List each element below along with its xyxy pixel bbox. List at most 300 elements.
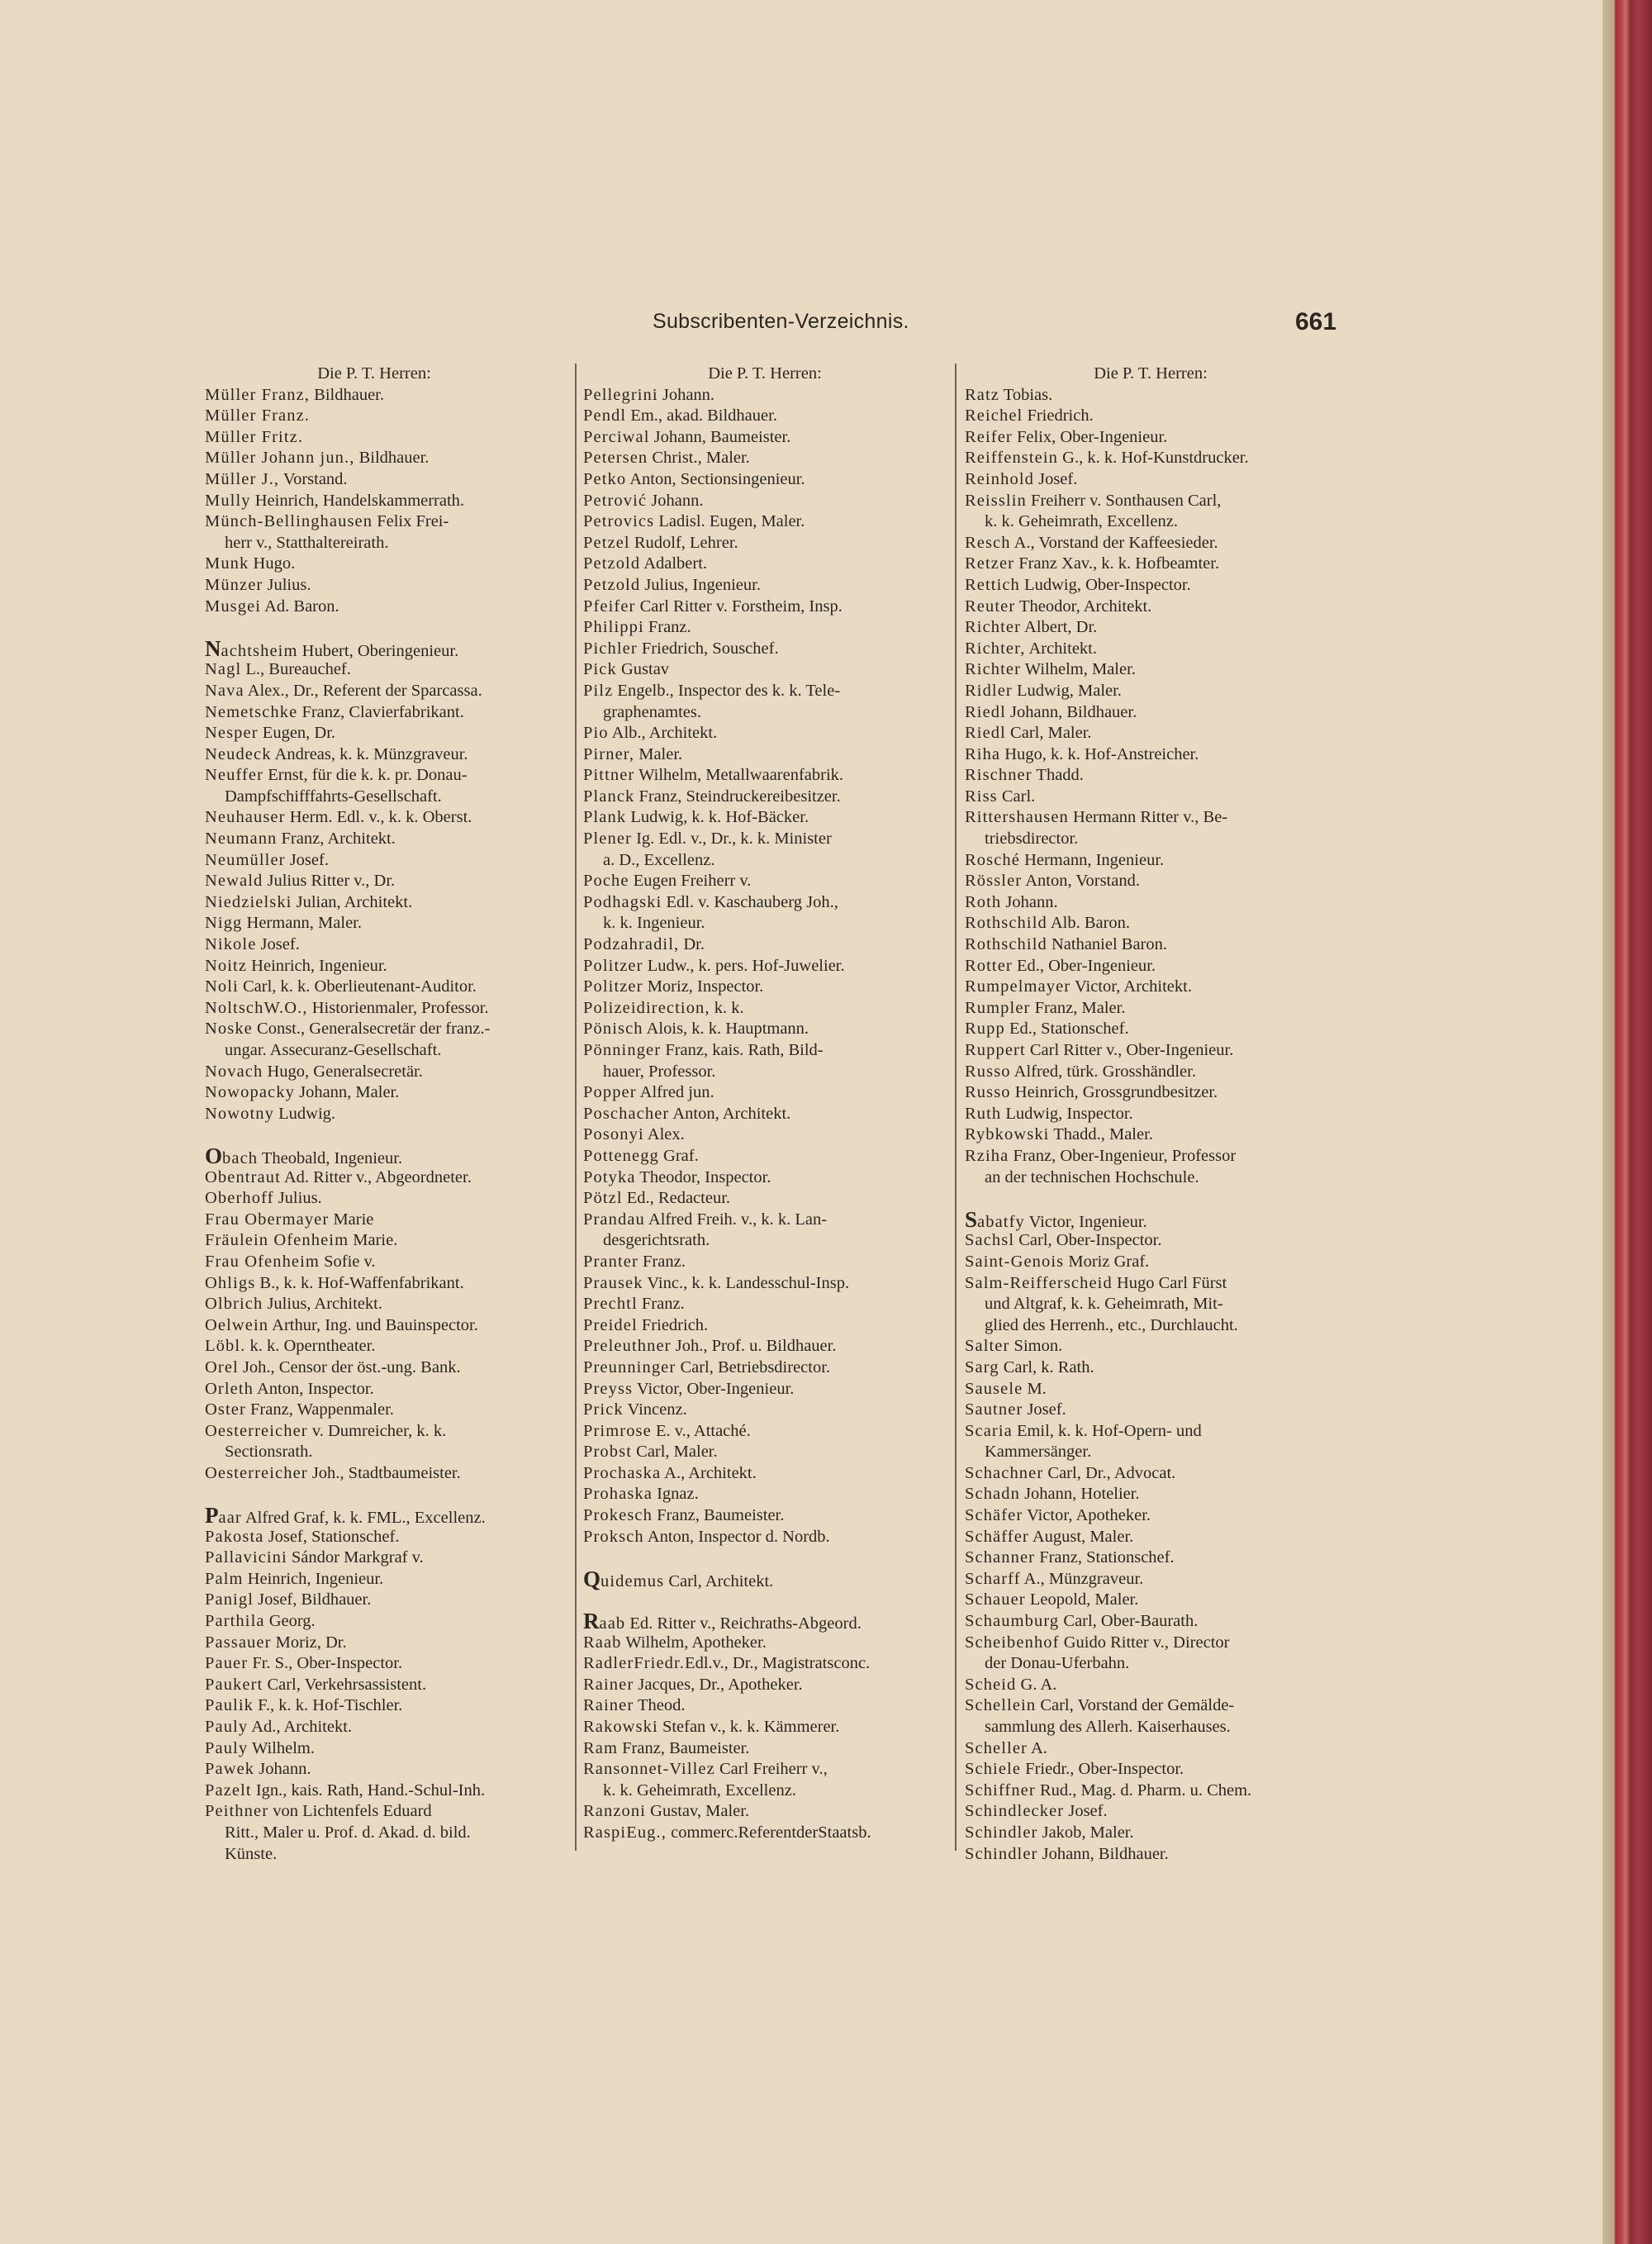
subscriber-details: Alb., Architekt. (608, 724, 718, 743)
subscriber-details: Carl, Maler. (632, 1443, 718, 1462)
subscriber-details: Jacques, Dr., Apotheker. (634, 1675, 803, 1694)
subscriber-details: Ig. Edl. v., Dr., k. k. Minister (631, 830, 832, 849)
subscriber-details: Freiherr v. Sonthausen Carl, (1026, 491, 1222, 510)
subscriber-name: Schindler (965, 1823, 1038, 1842)
section-gap (205, 617, 544, 639)
subscriber-entry (965, 1146, 1336, 1167)
subscriber-name: Fräulein Ofenheim (205, 1231, 349, 1250)
subscriber-name: Obentraut (205, 1167, 281, 1186)
subscriber-details: Marie. (349, 1231, 398, 1250)
subscriber-entry (205, 427, 544, 449)
entry-continuation: ungar. Assecuranz-Gesellschaft. (225, 1041, 442, 1059)
section-initial: Q (583, 1566, 601, 1591)
subscriber-name: Preunninger (583, 1357, 676, 1376)
subscriber-details: G., k. k. Hof-Kunstdrucker. (1058, 449, 1249, 468)
subscriber-name: aab (599, 1614, 626, 1633)
subscriber-name: Richter (965, 660, 1022, 679)
subscriber-entry (965, 1780, 1336, 1802)
subscriber-details: Franz, Baumeister. (618, 1738, 750, 1757)
subscriber-details: Const., Generalsecretär der franz.- (252, 1020, 491, 1039)
subscriber-entry (965, 998, 1336, 1020)
subscriber-name: Schadn (965, 1485, 1020, 1504)
subscriber-name: Resch (965, 533, 1011, 552)
subscriber-details: Simon. (1009, 1337, 1063, 1356)
subscriber-entry (583, 385, 947, 406)
subscriber-details: Moriz, Inspector. (643, 977, 764, 996)
subscriber-entry (205, 659, 544, 681)
subscriber-details: Franz, Wappenmaler. (245, 1400, 394, 1419)
subscriber-details: Alfred jun. (636, 1083, 714, 1102)
entry-continuation: graphenamtes. (603, 702, 701, 721)
subscriber-name: Poschacher (583, 1104, 670, 1123)
subscriber-entry (583, 1040, 947, 1062)
subscriber-details: Friedr., Ober-Inspector. (1021, 1760, 1184, 1779)
subscriber-details: Emil, k. k. Hof-Opern- und (1012, 1421, 1202, 1440)
subscriber-details: Alfred Graf, k. k. FML., Excellenz. (241, 1509, 486, 1528)
subscriber-name: Pirner, (583, 744, 635, 763)
section-gap (965, 1188, 1336, 1210)
subscriber-name: Rybkowski (965, 1125, 1050, 1144)
subscriber-name: Schäffer (965, 1527, 1029, 1546)
subscriber-name: Neudeck (205, 744, 272, 763)
subscriber-details: Carl, k. Rath. (999, 1357, 1094, 1376)
subscriber-entry (583, 1336, 947, 1357)
subscriber-name: Petzold (583, 554, 641, 573)
subscriber-name: Paulik (205, 1696, 254, 1715)
subscriber-name: Petko (583, 469, 627, 488)
subscriber-details: Thadd., Maler. (1049, 1125, 1153, 1144)
subscriber-name: bach (222, 1148, 259, 1167)
subscriber-entry (965, 1206, 1336, 1232)
subscriber-name: Munk (205, 554, 249, 573)
subscriber-entry (205, 1019, 544, 1040)
subscriber-details: A., Münzgraveur. (1020, 1569, 1144, 1588)
subscriber-details: Ed., Redacteur. (622, 1189, 731, 1208)
subscriber-name: Rainer (583, 1696, 634, 1715)
subscriber-details: Rudolf, Lehrer. (629, 533, 738, 552)
subscriber-name: Pönninger (583, 1041, 662, 1059)
subscriber-entry (583, 1505, 947, 1527)
subscriber-entry (965, 787, 1336, 808)
subscriber-entry (205, 597, 544, 618)
subscriber-name: Mully (205, 491, 251, 510)
subscriber-entry (583, 892, 947, 914)
subscriber-entry (583, 1823, 947, 1844)
subscriber-entry (965, 639, 1336, 660)
subscriber-name: Riha (965, 744, 1001, 763)
subscriber-entry (205, 469, 544, 491)
book-edge (1602, 0, 1652, 2244)
subscriber-entry (965, 1675, 1336, 1696)
subscriber-name: Rettich (965, 575, 1020, 594)
subscriber-name: Reinhold (965, 469, 1034, 488)
subscriber-name: Neumann (205, 830, 278, 849)
entry-continuation: a. D., Excellenz. (603, 850, 715, 869)
subscriber-details: Wilhelm. (248, 1738, 315, 1757)
subscriber-name: Pötzl (583, 1189, 623, 1208)
entry-continuation: der Donau-Uferbahn. (985, 1654, 1130, 1673)
subscriber-entry (965, 681, 1336, 702)
subscriber-details: Anton, Vorstand. (1022, 872, 1140, 891)
subscriber-entry (583, 617, 947, 639)
subscriber-details: Johann. (254, 1760, 311, 1779)
subscriber-entry (965, 765, 1336, 787)
column-divider (575, 364, 577, 1851)
subscriber-entry (965, 597, 1336, 618)
subscriber-details: Franz. (638, 1252, 686, 1271)
subscriber-details: Thadd. (1032, 766, 1084, 785)
subscriber-details: Gustav (616, 660, 670, 679)
subscriber-details: Gustav, Maler. (646, 1802, 750, 1821)
subscriber-name: Nikole (205, 935, 257, 954)
subscriber-details: Heinrich, Ingenieur. (247, 956, 387, 975)
subscriber-name: Preyss (583, 1379, 634, 1398)
subscriber-entry (965, 1040, 1336, 1062)
subscriber-entry (583, 1082, 947, 1104)
subscriber-entry (583, 1695, 947, 1717)
subscriber-name: Nagl (205, 660, 242, 679)
subscriber-entry (583, 977, 947, 998)
subscriber-entry (965, 1505, 1336, 1527)
subscriber-details: Bildhauer. (354, 449, 430, 468)
subscriber-entry (965, 1463, 1336, 1485)
subscriber-entry (583, 1104, 947, 1125)
section-gap (583, 1590, 947, 1611)
subscriber-entry (583, 1379, 947, 1400)
subscriber-name: Sausele (965, 1379, 1023, 1398)
subscriber-name: Pranter (583, 1252, 638, 1271)
subscriber-entry (205, 850, 544, 872)
subscriber-entry (965, 1590, 1336, 1611)
subscriber-entry (205, 1167, 544, 1189)
entry-continuation: desgerichtsrath. (603, 1231, 710, 1250)
subscriber-name: Orleth (205, 1379, 254, 1398)
section-initial: O (205, 1143, 223, 1168)
subscriber-name: Retzer (965, 554, 1015, 573)
subscriber-details: Marie (329, 1210, 374, 1229)
subscriber-name: Potyka (583, 1167, 636, 1186)
subscriber-details: Victor, Architekt. (1070, 977, 1192, 996)
subscriber-details: Tobias. (999, 385, 1053, 404)
subscriber-name: Polizeidirection, (583, 998, 710, 1017)
subscriber-entry (583, 597, 947, 618)
subscriber-name: Saint-Genois (965, 1252, 1065, 1271)
subscriber-name: Orel (205, 1357, 239, 1376)
subscriber-entry (583, 639, 947, 660)
subscriber-entry (583, 1801, 947, 1823)
entry-continuation: an der technischen Hochschule. (985, 1167, 1199, 1186)
subscriber-entry (205, 998, 544, 1020)
entry-continuation: Ritt., Maler u. Prof. d. Akad. d. bild. (225, 1823, 471, 1842)
subscriber-entry (205, 702, 544, 724)
subscriber-details: Franz, Maler. (1030, 998, 1126, 1017)
subscriber-entry (965, 1844, 1336, 1866)
subscriber-name: Pfeifer (583, 597, 636, 616)
subscriber-name: Schellein (965, 1696, 1037, 1715)
subscriber-name: Raab (583, 1633, 622, 1652)
subscriber-entry (965, 934, 1336, 956)
subscriber-details: Alb. Baron. (1047, 914, 1131, 933)
subscriber-details: Josef. (1064, 1802, 1108, 1821)
subscriber-details: Albert, Dr. (1021, 618, 1098, 637)
entry-continuation: Kammersänger. (985, 1443, 1092, 1462)
subscriber-name: Scheid (965, 1675, 1017, 1694)
subscriber-details: Felix Frei- (373, 512, 449, 531)
subscriber-entry (583, 659, 947, 681)
subscriber-name: Müller Franz, (205, 385, 311, 404)
subscriber-entry (583, 744, 947, 766)
subscriber-details: Anton, Inspector. (253, 1379, 374, 1398)
subscriber-name: Schauer (965, 1590, 1026, 1609)
subscriber-details: Heinrich, Ingenieur. (243, 1569, 384, 1588)
subscriber-name: Schiele (965, 1760, 1022, 1779)
entry-continuation: k. k. Ingenieur. (603, 914, 705, 933)
subscriber-entry (583, 1717, 947, 1738)
subscriber-details: Josef. (1023, 1400, 1066, 1419)
subscriber-name: Pellegrini (583, 385, 658, 404)
subscriber-entry (583, 491, 947, 512)
subscriber-name: Probst (583, 1443, 633, 1462)
subscriber-entry (965, 702, 1336, 724)
subscriber-name: Preidel (583, 1315, 638, 1334)
subscriber-name: Politzer (583, 977, 643, 996)
subscriber-entry (583, 829, 947, 850)
subscriber-name: Reiffenstein (965, 449, 1059, 468)
subscriber-entry (205, 448, 544, 469)
subscriber-name: Sachsl (965, 1231, 1015, 1250)
subscriber-details: Hermann, Maler. (242, 914, 362, 933)
subscriber-details: A., Architekt. (661, 1463, 757, 1482)
subscriber-details: Theobald, Ingenieur. (258, 1148, 403, 1167)
subscriber-details: Carl, Vorstand der Gemälde- (1036, 1696, 1235, 1715)
subscriber-entry (965, 448, 1336, 469)
subscriber-name: Sarg (965, 1357, 999, 1376)
subscriber-entry (205, 1463, 544, 1485)
subscriber-entry (205, 934, 544, 956)
subscriber-entry (583, 807, 947, 829)
subscriber-entry (965, 1252, 1336, 1273)
subscriber-entry (583, 511, 947, 533)
subscriber-details: Franz, kais. Rath, Bild- (661, 1041, 824, 1059)
subscriber-name: Pittner (583, 766, 635, 785)
subscriber-name: Scheibenhof (965, 1633, 1060, 1652)
subscriber-name: Pauly (205, 1738, 249, 1757)
subscriber-entry (965, 723, 1336, 744)
entry-continuation: herr v., Statthaltereirath. (225, 533, 389, 552)
subscriber-entry (583, 1210, 947, 1231)
subscriber-name: Pichler (583, 639, 638, 658)
subscriber-name: Russo (965, 1083, 1011, 1102)
subscriber-name: Ridler (965, 681, 1013, 700)
subscriber-entry (205, 1590, 544, 1611)
subscriber-name: Musgei (205, 597, 262, 616)
subscriber-details: G. A. (1016, 1675, 1057, 1694)
subscriber-entry (205, 1188, 544, 1210)
subscriber-name: Scheller (965, 1738, 1028, 1757)
subscriber-details: Felix, Ober-Ingenieur. (1012, 427, 1168, 446)
subscriber-details: Alois, k. k. Hauptmann. (643, 1020, 809, 1039)
subscriber-name: Pakosta (205, 1527, 264, 1546)
subscriber-name: Novach (205, 1062, 263, 1081)
subscriber-entry (965, 1633, 1336, 1654)
subscriber-details: Theod. (634, 1696, 686, 1715)
subscriber-entry (583, 723, 947, 744)
subscriber-name: Popper (583, 1083, 637, 1102)
subscriber-name: Nava (205, 681, 244, 700)
entry-continuation: triebsdirector. (985, 830, 1079, 849)
subscriber-name: Passauer (205, 1633, 272, 1652)
entry-continuation: Dampfschifffahrts-Gesellschaft. (225, 787, 442, 806)
subscriber-name: Scharff (965, 1569, 1021, 1588)
subscriber-entry (583, 681, 947, 702)
subscriber-name: Pauer (205, 1654, 249, 1673)
subscriber-name: Riss (965, 787, 998, 806)
subscriber-details: Hugo. (249, 554, 296, 573)
subscriber-details: Julius. (273, 1189, 322, 1208)
subscriber-details: Ludwig, Maler. (1012, 681, 1122, 700)
subscriber-name: Pönisch (583, 1020, 643, 1039)
subscriber-name: Politzer (583, 956, 643, 975)
subscriber-name: Nesper (205, 724, 259, 743)
subscriber-name: aar (218, 1509, 242, 1528)
subscriber-name: Müller Franz. (205, 406, 311, 426)
subscriber-entry (205, 723, 544, 744)
subscriber-details: Julius, Ingenieur. (640, 575, 761, 594)
subscriber-name: Frau Ofenheim (205, 1252, 320, 1271)
subscriber-details: Graf. (658, 1146, 699, 1165)
subscriber-details: A. (1027, 1738, 1047, 1757)
entry-continuation: k. k. Geheimrath, Excellenz. (985, 512, 1178, 531)
subscriber-details: Johann, Maler. (294, 1083, 400, 1102)
subscriber-name: Richter (965, 618, 1022, 637)
subscriber-entry (205, 681, 544, 702)
subscriber-name: Parthila (205, 1612, 265, 1631)
subscriber-name: Reisslin (965, 491, 1027, 510)
subscriber-details: Arthur, Ing. und Bauinspector. (268, 1315, 478, 1334)
subscriber-entry (965, 1336, 1336, 1357)
subscriber-name: Prausek (583, 1273, 643, 1292)
column-3 (965, 364, 1336, 1865)
subscriber-entry (205, 635, 544, 661)
subscriber-details: Joh., Prof. u. Bildhauer. (671, 1337, 837, 1356)
subscriber-name: Podzahradil, (583, 935, 680, 954)
subscriber-name: Petrović (583, 491, 648, 510)
subscriber-name: Rainer (583, 1675, 634, 1694)
subscriber-name: Russo (965, 1062, 1011, 1081)
subscriber-name: abatfy (977, 1212, 1025, 1231)
subscriber-entry (583, 1421, 947, 1443)
subscriber-name: Müller J., (205, 469, 280, 488)
subscriber-entry (205, 1801, 544, 1823)
subscriber-name: Paukert (205, 1675, 263, 1694)
subscriber-entry (583, 469, 947, 491)
subscriber-details: Josef. (256, 935, 300, 954)
entry-continuation: Sectionsrath. (225, 1443, 313, 1462)
subscriber-name: Pendl (583, 406, 627, 426)
subscriber-entry (205, 892, 544, 914)
subscriber-name: Roth (965, 892, 1002, 911)
subscriber-details: Josef, Stationschef. (263, 1527, 400, 1546)
subscriber-details: k. k. (710, 998, 744, 1017)
subscriber-details: Carl, Architekt. (664, 1571, 774, 1590)
subscriber-entry (583, 956, 947, 977)
subscriber-details: Josef. (1033, 469, 1078, 488)
subscriber-name: Ransonnet-Villez (583, 1760, 715, 1779)
subscriber-details: Julius, Architekt. (263, 1295, 382, 1314)
page-header (0, 310, 1338, 343)
subscriber-details: Johann. (657, 385, 715, 404)
subscriber-entry (583, 1273, 947, 1295)
subscriber-name: Pawek (205, 1760, 255, 1779)
subscriber-details: Sofie v. (319, 1252, 376, 1271)
subscriber-name: Riedl (965, 702, 1006, 721)
subscriber-entry (583, 1019, 947, 1040)
subscriber-entry (205, 1569, 544, 1590)
subscriber-details: Theodor, Inspector. (635, 1167, 771, 1186)
subscriber-name: Plener (583, 830, 632, 849)
subscriber-details: Carl Ritter v. Forstheim, Insp. (635, 597, 843, 616)
subscriber-name: Salm-Reifferscheid (965, 1273, 1113, 1292)
subscriber-name: Reuter (965, 597, 1016, 616)
subscriber-name: Frau Obermayer (205, 1210, 330, 1229)
subscriber-entry (205, 829, 544, 850)
subscriber-entry (205, 1675, 544, 1696)
subscriber-details: Victor, Apotheker. (1023, 1506, 1151, 1525)
subscriber-details: Josef, Bildhauer. (254, 1590, 372, 1609)
subscriber-details: Carl, Verkehrsassistent. (263, 1675, 427, 1694)
subscriber-details: Friedrich. (637, 1315, 709, 1334)
subscriber-name: Schindler (965, 1844, 1038, 1863)
subscriber-details: Theodor, Architekt. (1015, 597, 1152, 616)
subscriber-entry (205, 1104, 544, 1125)
subscriber-name: Pazelt (205, 1780, 252, 1799)
subscriber-entry (583, 1527, 947, 1548)
subscriber-entry (965, 1823, 1336, 1844)
subscriber-entry (205, 1421, 544, 1443)
entry-continuation: und Altgraf, k. k. Geheimrath, Mit- (985, 1295, 1223, 1314)
subscriber-entry (583, 934, 947, 956)
subscriber-details: Friedrich, Souschef. (637, 639, 779, 658)
subscriber-entry (583, 533, 947, 554)
subscriber-name: Scaria (965, 1421, 1013, 1440)
subscriber-name: Prohaska (583, 1485, 653, 1504)
subscriber-details: F., k. k. Hof-Tischler. (254, 1696, 403, 1715)
subscriber-entry (583, 1463, 947, 1485)
subscriber-entry (965, 1082, 1336, 1104)
subscriber-name: Rothschild (965, 914, 1047, 933)
subscriber-name: Philippi (583, 618, 644, 637)
subscriber-name: Münch-Bellinghausen (205, 512, 373, 531)
subscriber-details: Heinrich, Grossgrundbesitzer. (1010, 1083, 1218, 1102)
subscriber-details: Victor, Ingenieur. (1024, 1212, 1147, 1231)
subscriber-details: Johann. (1001, 892, 1058, 911)
subscriber-details: von Lichtenfels Eduard (268, 1802, 432, 1821)
section-gap (583, 1548, 947, 1569)
subscriber-entry (965, 469, 1336, 491)
subscriber-entry (965, 385, 1336, 406)
subscriber-name: Richter, (965, 639, 1026, 658)
subscriber-name: Panigl (205, 1590, 254, 1609)
subscriber-entry (965, 1548, 1336, 1569)
subscriber-details: Anton, Sectionsingenieur. (626, 469, 805, 488)
subscriber-details: Moriz Graf. (1064, 1252, 1150, 1271)
section-initial: N (205, 635, 221, 661)
subscriber-entry (583, 427, 947, 449)
subscriber-details: Rud., Mag. d. Pharm. u. Chem. (1035, 1780, 1252, 1799)
column-1 (205, 364, 544, 1865)
entry-continuation: hauer, Professor. (603, 1062, 716, 1081)
subscriber-details: August, Maler. (1028, 1527, 1134, 1546)
